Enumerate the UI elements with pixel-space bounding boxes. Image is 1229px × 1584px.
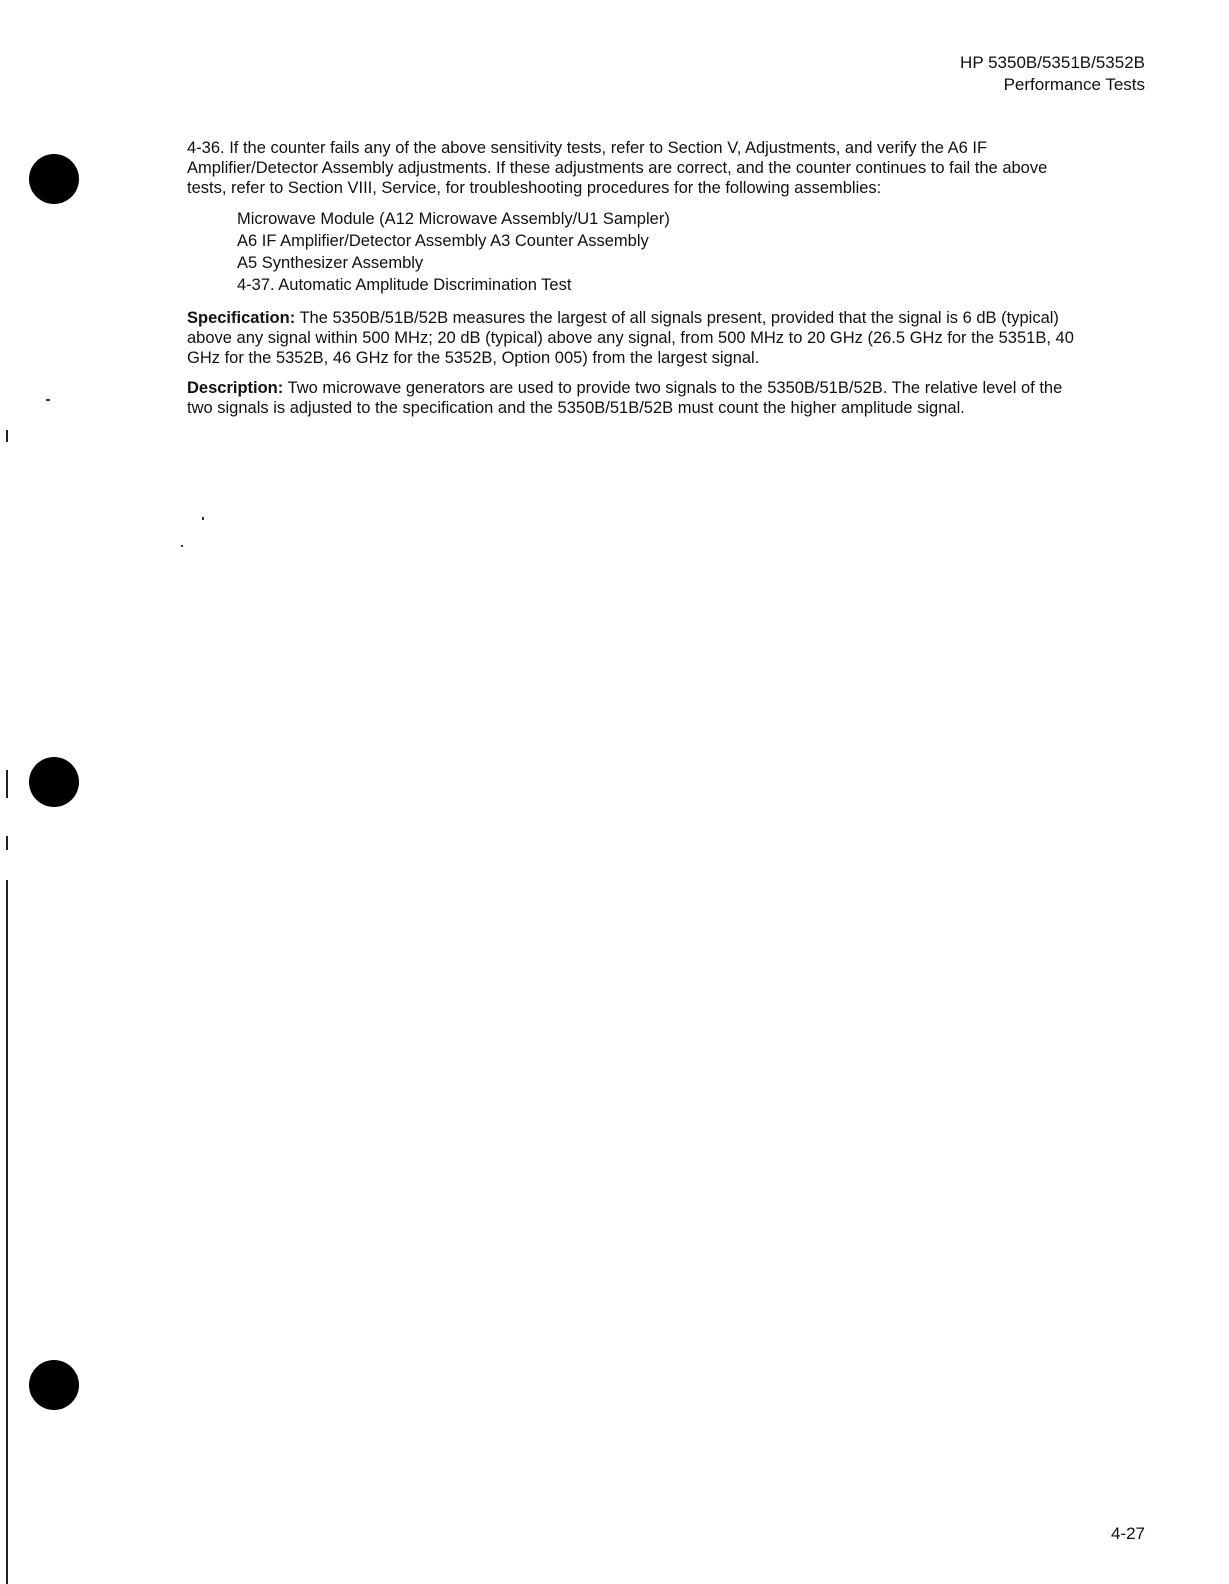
- scan-speck: [46, 399, 50, 401]
- description-text: Two microwave generators are used to provide two signals to the 5350B/51B/52B. The relative level of the two signals is adjusted to the specification and the 5350B/51B/52B must count the higher amplitude signal.: [187, 379, 1063, 417]
- paragraph-4-36: 4-36. If the counter fails any of the above sensitivity tests, refer to Section V, Adjustments, and verify the A6 IF Amplifier/Detector Assembly adjustments. If these adjustments are correct, and the counter continues to fail the above tests, refer to Section VIII, Service, for troubleshooting procedures for the following assemblies:: [187, 139, 1048, 197]
- punch-hole-bottom: [29, 1360, 79, 1410]
- specification-label: Specification:: [187, 309, 296, 327]
- description-label: Description:: [187, 379, 284, 397]
- punch-hole-top: [29, 154, 79, 204]
- list-item: A5 Synthesizer Assembly: [237, 254, 424, 272]
- section-heading-4-37: 4-37. Automatic Amplitude Discrimination Test: [237, 276, 572, 294]
- binding-edge-mark: [6, 836, 8, 850]
- header-model: HP 5350B/5351B/5352B: [960, 53, 1145, 72]
- specification-paragraph: [187, 308, 1077, 368]
- assembly-list: [237, 208, 1077, 296]
- scan-speck: [181, 545, 183, 547]
- page-header: [960, 52, 1145, 96]
- header-section: Performance Tests: [1003, 75, 1145, 94]
- scan-speck: [202, 517, 204, 520]
- binding-edge-mark: [6, 770, 8, 798]
- description-paragraph: [187, 378, 1077, 418]
- punch-hole-middle: [29, 757, 79, 807]
- page-body: [187, 138, 1077, 428]
- binding-edge-mark: [6, 880, 8, 1584]
- list-item: A6 IF Amplifier/Detector Assembly A3 Counter Assembly: [237, 232, 649, 250]
- list-item: Microwave Module (A12 Microwave Assembly/U1 Sampler): [237, 210, 670, 228]
- binding-edge-mark: [6, 430, 8, 442]
- page-number: 4-27: [1110, 1524, 1145, 1543]
- specification-text: The 5350B/51B/52B measures the largest of all signals present, provided that the signal is 6 dB (typical) above any signal within 500 MHz; 20 dB (typical) above any signal, from 500 MHz to 20 GHz (26.5 GHz for the 5351B, 40 GHz for the 5352B, 46 GHz for the 5352B, Option 005) from the largest signal.: [187, 309, 1074, 367]
